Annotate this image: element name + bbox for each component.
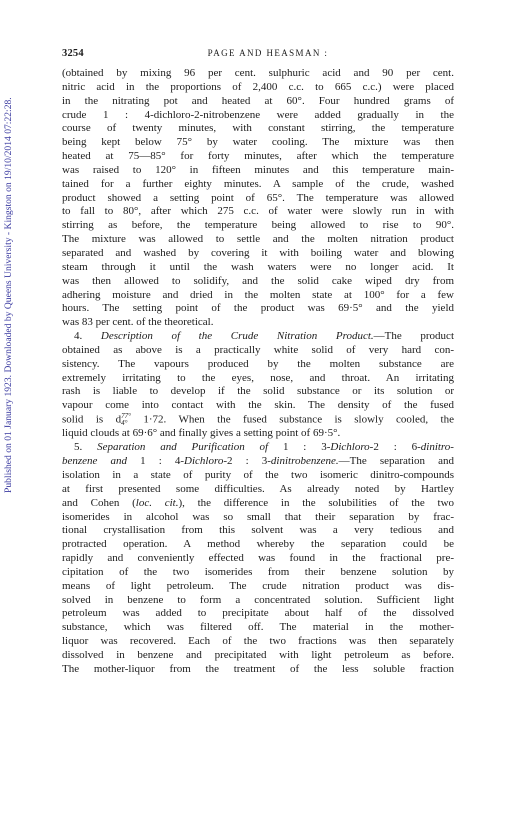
text-line: adhering moisture and dried in the molten state at 100° for a few	[62, 288, 454, 301]
page-header	[62, 48, 454, 64]
text-line: tional crystallisation from this solvent was a very tedious and	[62, 524, 454, 537]
text-line: to fall to 80°, after which 275 c.c. of water were slowly run in with	[62, 205, 454, 218]
text-fragment: 2 : 3-	[227, 455, 271, 468]
text-fragment: 1 : 4-	[140, 455, 185, 468]
text-line: tained for a further eighty minutes. A sample of the crude, washed	[62, 177, 454, 190]
compound-name: Dichloro-	[330, 441, 374, 454]
text-line: course of twenty minutes, with constant stirring, the temperature	[62, 122, 454, 135]
text-line: protracted operation. A method whereby the separation could be	[62, 538, 454, 551]
article-body	[62, 67, 454, 677]
text-line: rapidly and conveniently effected was found in the fractional pre-	[62, 552, 454, 565]
text-fragment: 1·72. When the fused substance is slowly cooled, the	[130, 413, 454, 426]
text-line: dissolved in benzene and precipitated with light petroleum as before.	[62, 648, 454, 661]
text-fragment: 1 : 3-	[282, 441, 331, 454]
density-line	[62, 413, 454, 427]
section-title: Separation and Purification of	[97, 441, 269, 454]
text-line: nitric acid in the proportions of 2,400 c.c. to 665 c.c.) were placed	[62, 80, 454, 93]
text-line: substance, which was filtered off. The material in the mother-	[62, 621, 454, 634]
text-line: isomerides in alcohol was so small that their separation by frac-	[62, 510, 454, 523]
text-line: heated at 75—85° for forty minutes, after which the temperature	[62, 150, 454, 163]
text-line: liquid clouds at 69·6° and finally gives a setting point of 69·5°.	[62, 427, 341, 440]
text-line: The mother-liquor from the treatment of the less soluble fraction	[62, 662, 454, 675]
text-line: stirring as before, the temperature being allowed to rise to 90°.	[62, 219, 454, 232]
text-line: was raised to 120° in fifteen minutes and this temperature main-	[62, 163, 454, 176]
text-fragment: solid is d	[62, 413, 122, 426]
text-line: liquor was recovered. Each of the two fractions was then separately	[62, 635, 454, 648]
text-line: was 83 per cent. of the theoretical.	[62, 316, 214, 329]
text-line: sistency. The vapours produced by the molten substance are	[62, 357, 454, 370]
text-line: rash is liable to develop if the solid substance or its solution or	[62, 385, 454, 398]
text-line: steam through it until the wash waters were no longer acid. It	[62, 260, 454, 273]
text-fragment: —The product	[373, 330, 454, 343]
compound-name: Dichloro-	[184, 455, 227, 468]
running-head: PAGE AND HEASMAN :	[207, 48, 329, 58]
section-title: benzene and	[62, 455, 128, 468]
density-superscript: 77°	[121, 413, 131, 421]
section-number: 5.	[74, 441, 83, 454]
section-number: 4.	[74, 330, 83, 343]
text-line: solved in benzene to form a concentrated solution. Sufficient light	[62, 593, 454, 606]
compound-name: dinitrobenzene.	[270, 455, 339, 468]
density-subscript: 4°	[121, 419, 128, 428]
text-line: petroleum was added to precipitate about half of the dissolved	[62, 607, 454, 620]
text-line: hours. The setting point of the product was 69·5° and the yield	[62, 302, 454, 315]
text-fragment: and Cohen (	[62, 496, 136, 509]
text-fragment: —The separation and	[338, 455, 454, 468]
section-5-heading-line	[62, 441, 454, 455]
text-fragment: ), the difference in the solubilities of the two	[178, 496, 454, 509]
text-line: extremely irritating to the eyes, nose, and throat. An irritating	[62, 371, 454, 384]
citation-line	[62, 497, 454, 511]
section-5-heading-line-2	[62, 455, 454, 469]
text-line: at first presented some difficulties. As already noted by Hartley	[62, 482, 454, 495]
text-line: vapour come into contact with the skin. The density of the fused	[62, 399, 454, 412]
text-line: product showed a setting point of 65°. The temperature was allowed	[62, 191, 454, 204]
page-number: 3254	[62, 48, 84, 59]
text-fragment: 2 : 6-	[373, 441, 421, 454]
text-line: cipitation of the two isomerides from their benzene solution by	[62, 565, 454, 578]
text-line: was then allowed to solidify, and the solid cake wiped dry from	[62, 274, 454, 287]
text-line: in the nitrating pot and heated at 60°. Four hundred grams of	[62, 94, 454, 107]
text-line: obtained as above is a practically white solid of very hard con-	[62, 343, 454, 356]
text-line: means of light petroleum. The crude nitration product was dis-	[62, 579, 454, 592]
download-stamp: Published on 01 January 1923. Downloaded by Queens University - Kingston on 19/10/2014 07:22:28.	[3, 97, 14, 493]
text-line: (obtained by mixing 96 per cent. sulphuric acid and 90 per cent.	[62, 67, 454, 79]
text-line: The mixture was allowed to settle and the molten nitration product	[62, 233, 454, 246]
text-line: crude 1 : 4-dichloro-2-nitrobenzene were added gradually in the	[62, 108, 454, 121]
section-title: Description of the Crude Nitration Product.	[100, 330, 374, 343]
text-line: being kept below 75° by water cooling. The mixture was then	[62, 136, 454, 149]
citation: loc. cit.	[135, 496, 179, 509]
text-line: isolation in a state of purity of the two isomeric dinitro-compounds	[62, 469, 454, 481]
text-line: separated and washed by covering it with boiling water and blowing	[62, 246, 454, 259]
section-4-heading-line	[62, 330, 454, 344]
compound-name: dinitro-	[420, 441, 454, 454]
